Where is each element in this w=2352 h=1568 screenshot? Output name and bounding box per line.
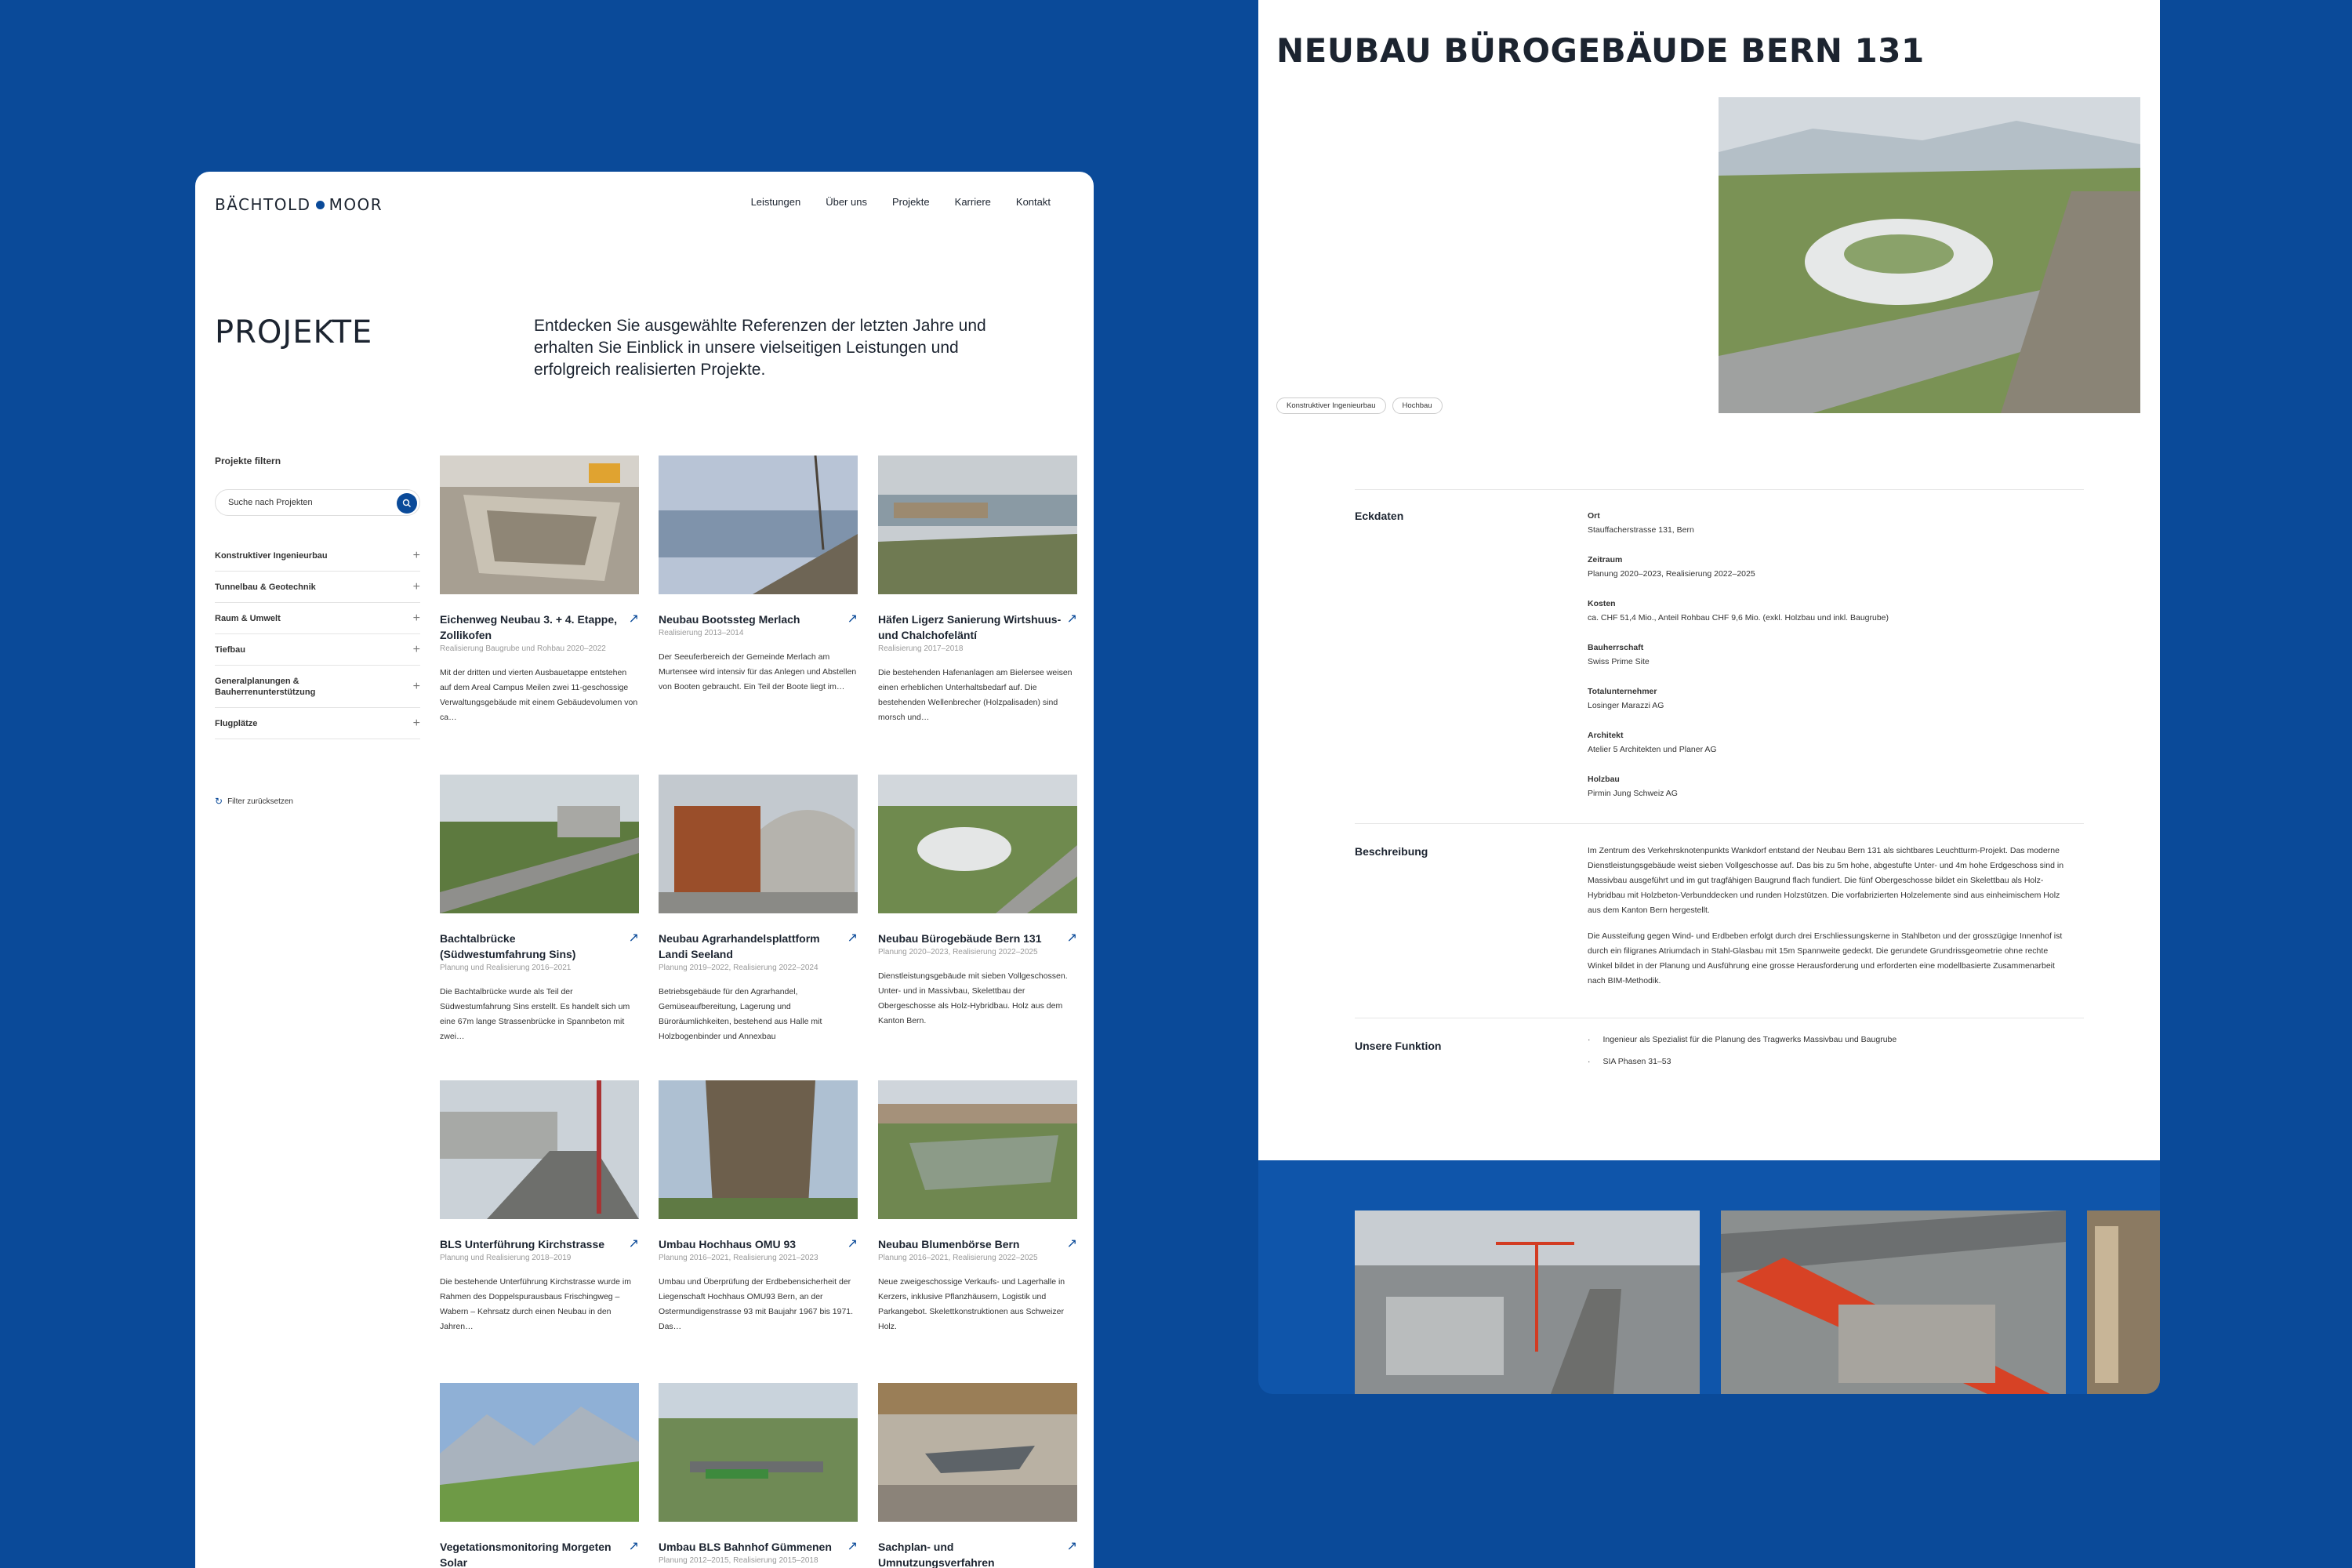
project-card[interactable]: [878, 1383, 1077, 1568]
filter-raum-umwelt[interactable]: Raum & Umwelt +: [215, 613, 420, 634]
project-card[interactable]: [878, 456, 1077, 725]
project-card[interactable]: [659, 775, 858, 1044]
card-title: Umbau Hochhaus OMU 93: [659, 1238, 797, 1250]
arrow-icon: ↗: [628, 1540, 639, 1553]
project-card[interactable]: [659, 1080, 858, 1334]
card-desc: Die bestehenden Hafenanlagen am Bielersee weisen einen erheblichen Unterhaltsbedarf auf. Die bestehenden Wellenbrecher (Holzpalisaden) sind morsch und…: [878, 668, 1073, 722]
arrow-icon: ↗: [847, 612, 858, 626]
card-meta: Planung und Realisierung 2018–2019: [440, 1254, 572, 1262]
card-title: Sachplan- und Umnutzungsverfahren: [878, 1541, 995, 1568]
card-meta: Planung und Realisierung 2016–2021: [440, 964, 572, 972]
funktion-label: Unsere Funktion: [1355, 1040, 1442, 1052]
card-title: Neubau Bootssteg Merlach: [659, 613, 800, 626]
bullet-icon: ·: [1588, 1035, 1591, 1044]
plus-icon: +: [412, 717, 420, 730]
card-title: Häfen Ligerz Sanierung Wirtshuus- und Chalchofeläntí: [878, 613, 1062, 641]
nav-kontakt[interactable]: Kontakt: [1015, 196, 1051, 208]
refresh-icon: ↻: [215, 796, 223, 807]
eckdaten-label: Eckdaten: [1355, 510, 1404, 522]
card-meta: Realisierung 2017–2018: [878, 644, 964, 653]
gallery-image[interactable]: [1355, 1210, 1700, 1394]
filter-tunnelbau[interactable]: Tunnelbau & Geotechnik +: [215, 582, 420, 603]
project-card[interactable]: [878, 1080, 1077, 1334]
arrow-icon: ↗: [628, 612, 639, 626]
eckdaten-list: Ort Stauffacherstrasse 131, Bern Zeitraum Planung 2020–2023, Realisierung 2022–2025 Kosten ca. CHF 51,4 Mio., Anteil Rohbau CHF 9,6 Mio. (exkl. Holzbau und inkl. Baugrube) Bauherrschaft Swiss Prime Site Totalunternehmer Losinger Marazzi AG Architekt Atelier 5 Architekten und Planer AG Holzbau Pirmin Jung Schweiz AG: [1588, 511, 1889, 798]
bullet-icon: ·: [1588, 1057, 1591, 1066]
arrow-icon: ↗: [847, 1540, 858, 1553]
arrow-icon: ↗: [1066, 1237, 1077, 1250]
project-card[interactable]: [878, 775, 1077, 1029]
list-item: · Ingenieur als Spezialist für die Planung des Tragwerks Massivbau und Baugrube: [1588, 1035, 1897, 1044]
card-title: Neubau Bürogebäude Bern 131: [878, 932, 1042, 945]
plus-icon: +: [412, 580, 420, 593]
project-detail-page: [1258, 0, 2160, 1160]
detail-title: NEUBAU BÜROGEBÄUDE BERN 131: [1276, 31, 1925, 70]
card-meta: Realisierung Baugrube und Rohbau 2020–2022: [440, 644, 606, 653]
filter-generalplanungen[interactable]: Generalplanungen & Bauherrenunterstützung +: [215, 676, 420, 708]
card-desc: Der Seeuferbereich der Gemeinde Merlach am Murtensee wird intensiv für das Anlegen und Abstellen von Booten gebraucht. Ein Teil der Boote liegt im…: [659, 652, 857, 691]
project-card[interactable]: [440, 775, 639, 1044]
card-desc: Betriebsgebäude für den Agrarhandel, Gemüseaufbereitung, Lagerung und Büroräumlichkeiten, bestehend aus Halle mit Holzbogenbinder und Annexbau: [659, 987, 822, 1041]
main-nav: [751, 196, 1051, 208]
project-card[interactable]: [659, 1383, 858, 1565]
plus-icon: +: [412, 643, 420, 656]
arrow-icon: ↗: [1066, 612, 1077, 626]
project-image: [659, 1080, 858, 1219]
card-desc: Neue zweigeschossige Verkaufs- und Lagerhalle in Kerzers, inklusive Pflanzhäusern, Logistik und Parkangebot. Skelettkonstruktionen aus Schweizer Holz.: [878, 1277, 1065, 1331]
project-image: [878, 775, 1077, 913]
project-image: [659, 1383, 858, 1522]
gallery-image[interactable]: [2087, 1210, 2160, 1394]
image-gallery[interactable]: [1258, 1160, 2160, 1394]
project-image: [440, 775, 639, 913]
project-card[interactable]: [440, 1080, 639, 1334]
card-title: Neubau Agrarhandelsplattform Landi Seeland: [659, 932, 820, 960]
arrow-icon: ↗: [628, 931, 639, 945]
arrow-icon: ↗: [628, 1237, 639, 1250]
project-image: [440, 1080, 639, 1219]
plus-icon: +: [412, 680, 420, 693]
card-desc: Dienstleistungsgebäude mit sieben Vollgeschossen. Unter- und in Massivbau, Skelettbau der Obergeschosse als Holz-Hybridbau. Holz aus dem Kanton Bern.: [878, 971, 1068, 1025]
arrow-icon: ↗: [847, 1237, 858, 1250]
plus-icon: +: [412, 549, 420, 562]
nav-projekte[interactable]: Projekte: [891, 196, 930, 208]
project-image: [659, 775, 858, 913]
search-placeholder: Suche nach Projekten: [228, 498, 313, 507]
card-title: Umbau BLS Bahnhof Gümmenen: [659, 1541, 832, 1553]
project-image: [659, 456, 858, 594]
plus-icon: +: [412, 612, 420, 625]
card-title: Eichenweg Neubau 3. + 4. Etappe, Zollikofen: [440, 613, 618, 641]
project-image: [440, 456, 639, 594]
beschreibung-label: Beschreibung: [1355, 845, 1428, 858]
project-image: [878, 456, 1077, 594]
list-item: · SIA Phasen 31–53: [1588, 1057, 1671, 1066]
search-icon[interactable]: [397, 493, 417, 514]
project-card[interactable]: [440, 456, 639, 725]
filter-list: [215, 550, 420, 750]
nav-leistungen[interactable]: Leistungen: [750, 196, 801, 208]
project-card[interactable]: [659, 456, 858, 695]
filter-konstruktiver-ingenieurbau[interactable]: Konstruktiver Ingenieurbau +: [215, 550, 420, 572]
arrow-icon: ↗: [1066, 1540, 1077, 1553]
arrow-icon: ↗: [847, 931, 858, 945]
card-desc: Die Bachtalbrücke wurde als Teil der Südwestumfahrung Sins erstellt. Es handelt sich um eine 67m lange Strassenbrücke in Spannbeton mit zwei…: [440, 987, 630, 1041]
filter-heading: Projekte filtern: [215, 456, 281, 466]
filter-flugplaetze[interactable]: Flugplätze +: [215, 718, 420, 739]
tag-list: [1276, 397, 1443, 414]
project-image: [878, 1080, 1077, 1219]
funktion-list: [1588, 1035, 1896, 1079]
project-card[interactable]: [440, 1383, 639, 1568]
card-meta: Realisierung 2013–2014: [659, 629, 744, 637]
card-title: Neubau Blumenbörse Bern: [878, 1238, 1020, 1250]
card-desc: Mit der dritten und vierten Ausbauetappe entstehen auf dem Areal Campus Meilen zwei 11-geschossige Verwaltungsgebäude mit einem Gebäudevolumen von ca…: [440, 668, 638, 722]
page-title: PROJEKTE: [215, 314, 373, 350]
card-desc: Umbau und Überprüfung der Erdbebensicherheit der Liegenschaft Hochhaus OMU93 Bern, an der Ostermundigenstrasse 93 mit Baujahr 1967 bis 1971. Das…: [659, 1277, 854, 1331]
project-image: [878, 1383, 1077, 1522]
card-meta: Planung 2016–2021, Realisierung 2022–2025: [878, 1254, 1038, 1262]
intro-text: Entdecken Sie ausgewählte Referenzen der letzten Jahre und erhalten Sie Einblick in unsere vielseitigen Leistungen und erfolgreich realisierten Projekte.: [534, 317, 986, 379]
filter-tiefbau[interactable]: Tiefbau +: [215, 644, 420, 666]
tag[interactable]: Hochbau: [1392, 397, 1443, 414]
project-image: [440, 1383, 639, 1522]
hero-image: [1719, 97, 2140, 413]
beschreibung-text: Im Zentrum des Verkehrsknotenpunkts Wankdorf entstand der Neubau Bern 131 als sichtbares Leuchtturm-Projekt. Das moderne Dienstleistungsgebäude weist sieben Vollgeschosse auf. Das bis zu 5m hohe, abgestufte Unter- und 4m hohe Erdgeschoss sind in Massivbau ausgeführt und im gut tragfähigen Baugrund flach fundiert. Die fünf Obergeschosse bildet ein Skelettbau als Holz-Hybridbau mit Holzbeton-Verbunddecken und runden Holzstützen. Die vorfabrizierten Holzelemente sind aus einheimischem Holz aus dem Kanton Bern hergestellt. Die Aussteifung gegen Wind- und Erdbeben erfolgt durch drei Erschliessungskerne in Stahlbeton und der grosszügige Innenhof ist durch ein filigranes Atriumdach in Stahl-Glasbau mit 15m Spannweite gedeckt. Die gerundete Grundrissgeometrie ohne rechte Winkel bildet in der Planung und Ausführung eine grosse Herausforderung und erforderten eine modellbasierte Zusammenarbeit nach BIM-Methodik.: [1588, 846, 2064, 985]
nav-karriere[interactable]: Karriere: [954, 196, 991, 208]
search-input[interactable]: [215, 489, 420, 516]
reset-filter-button[interactable]: ↻ Filter zurücksetzen: [215, 796, 293, 807]
nav-ueber-uns[interactable]: Über uns: [826, 196, 867, 208]
project-list-page: [195, 172, 1094, 1568]
arrow-icon: ↗: [1066, 931, 1077, 945]
card-meta: Planung 2020–2023, Realisierung 2022–2025: [878, 948, 1038, 956]
divider: [1355, 823, 2084, 824]
divider: [1355, 489, 2084, 490]
card-desc: Die bestehende Unterführung Kirchstrasse wurde im Rahmen des Doppelspurausbaus Frischingweg – Wabern – Kehrsatz durch einen Neubau in den Jahren…: [440, 1277, 631, 1331]
gallery-image[interactable]: [1721, 1210, 2066, 1394]
card-title: Vegetationsmonitoring Morgeten Solar: [440, 1541, 612, 1568]
logo[interactable]: BÄCHTOLD MOOR: [215, 195, 383, 214]
card-title: BLS Unterführung Kirchstrasse: [440, 1238, 605, 1250]
card-title: Bachtalbrücke (Südwestumfahrung Sins): [440, 932, 576, 960]
logo-dot-icon: [316, 201, 325, 209]
card-meta: Planung 2012–2015, Realisierung 2015–2018: [659, 1556, 818, 1565]
card-meta: Planung 2019–2022, Realisierung 2022–2024: [659, 964, 818, 972]
tag[interactable]: Konstruktiver Ingenieurbau: [1276, 397, 1386, 414]
card-meta: Planung 2016–2021, Realisierung 2021–2023: [659, 1254, 818, 1262]
